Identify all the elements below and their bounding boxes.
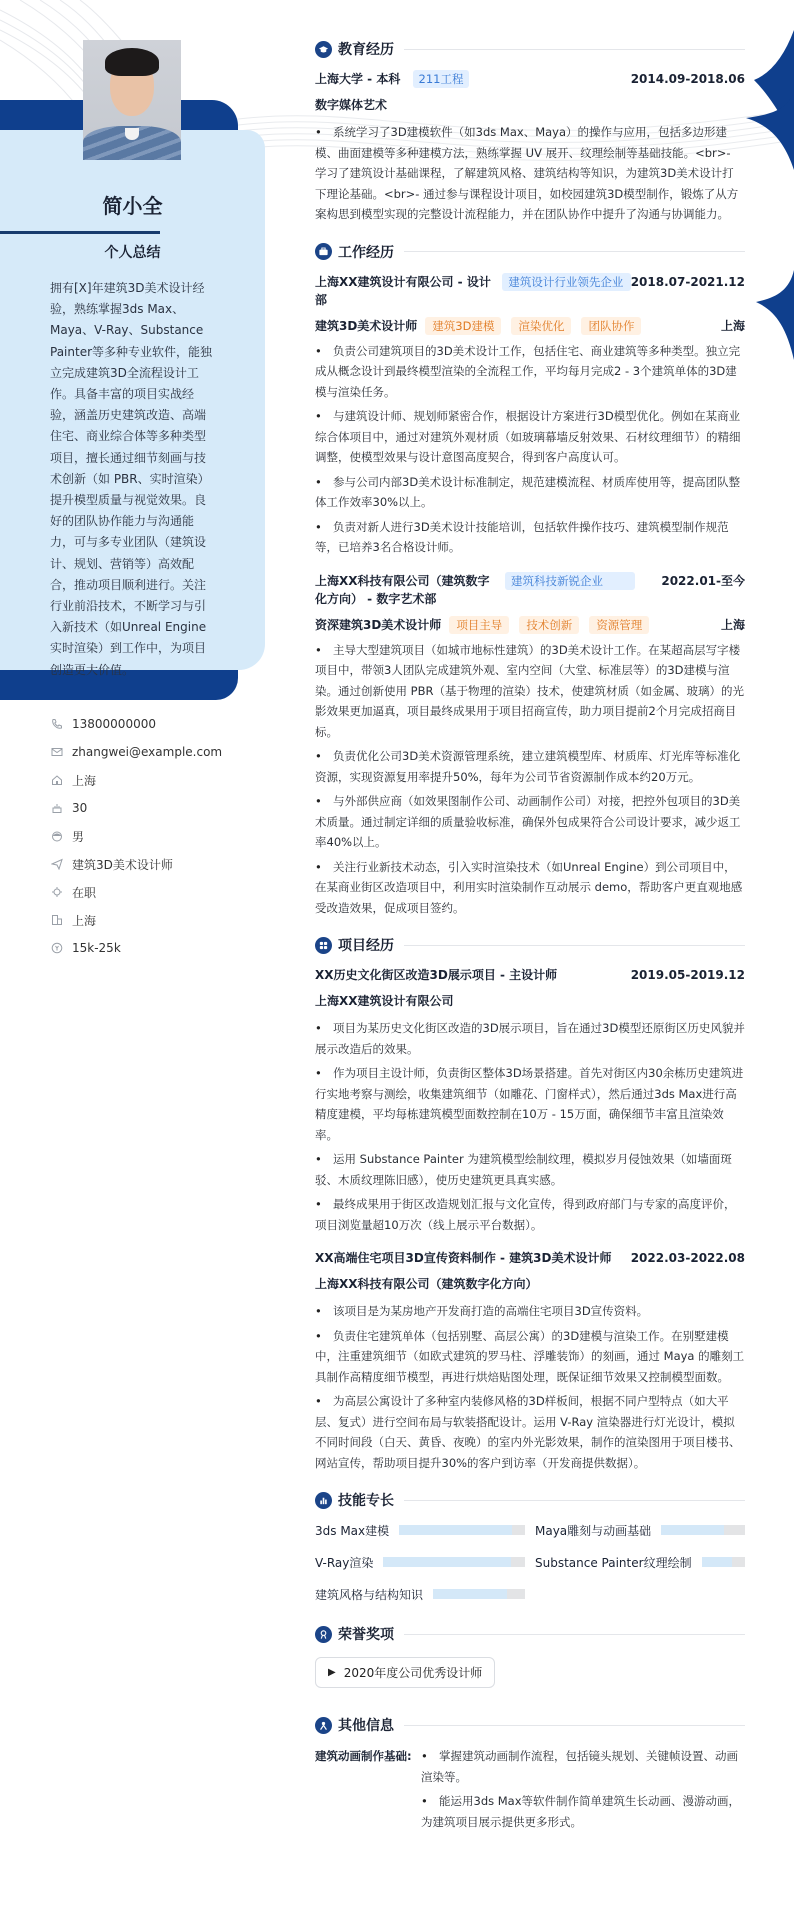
work-bullets bbox=[315, 640, 745, 919]
triangle-right-icon: ▶ bbox=[328, 1667, 336, 1678]
section-title: 工作经历 bbox=[338, 244, 394, 261]
bullet-item: • 负责公司建筑项目的3D美术设计工作，包括住宅、商业建筑等多种类型。独立完成从概念设计到最终模型渲染的全流程工作，平均每月完成2 - 3个建筑单体的3D建模与渲染任务。 bbox=[315, 341, 745, 403]
job-city: 上海 bbox=[720, 319, 745, 333]
skill-tag: 项目主导 bbox=[449, 616, 509, 634]
contact-email bbox=[50, 738, 270, 766]
skill-level-bar bbox=[383, 1557, 525, 1567]
main-content bbox=[315, 36, 745, 1846]
graduation-cap-icon bbox=[315, 41, 332, 58]
bullet-item: • 负责对新人进行3D美术设计技能培训，包括软件操作技巧、建筑模型制作规范等，已培养3名合格设计师。 bbox=[315, 517, 745, 558]
contact-value: 15k-25k bbox=[72, 941, 121, 955]
cake-icon bbox=[50, 801, 64, 815]
job-city: 上海 bbox=[720, 618, 745, 632]
contact-status bbox=[50, 878, 270, 906]
skill-name: Maya雕刻与动画基础 bbox=[535, 1523, 652, 1538]
bullet-item: • 主导大型建筑项目（如城市地标性建筑）的3D美术设计工作。在某超高层写字楼项目中，带领3人团队完成建筑外观、室内空间（大堂、标准层等）的3D建模与渲染。通过创新使用 PBR（基于物理的渲染）技术，使建筑材质（如金属、玻璃）的光影效果更加逼真，项目最终成果用于项目招商宣传，助力项目提前2个月完成招商目标。 bbox=[315, 640, 745, 743]
award-icon bbox=[315, 1626, 332, 1643]
section-title: 其他信息 bbox=[338, 1718, 394, 1734]
bullet-item: • 掌握建筑动画制作流程，包括镜头规划、关键帧设置、动画渲染等。 bbox=[421, 1746, 745, 1787]
bullet-item: • 为高层公寓设计了多种室内装修风格的3D样板间，根据不同户型特点（如大平层、复式）进行空间布局与软装搭配设计。运用 V-Ray 渲染器进行灯光设计，模拟不同时间段（白天、黄昏、夜晚）的室内外光影效果，制作的渲染图用于项目楼书、网站宣传，帮助项目提升30%的客户到访率（开发商提供数据）。 bbox=[315, 1391, 745, 1473]
school-name: 上海大学 - 本科 211工程 bbox=[315, 70, 469, 88]
bullet-item: • 作为项目主设计师，负责街区整体3D场景搭建。首先对街区内30余栋历史建筑进行实地考察与测绘，收集建筑细节（如雕花、门窗样式），然后通过3ds Max进行高精度建模，平均每栋建筑模型面数控制在10万 - 15万面，确保细节丰富且渲染效率。 bbox=[315, 1063, 745, 1145]
candidate-name: 简小全 bbox=[102, 194, 163, 218]
work-date: 2018.07-2021.12 bbox=[630, 274, 745, 289]
skill-tag: 资源管理 bbox=[589, 616, 649, 634]
award-label: 2020年度公司优秀设计师 bbox=[343, 1666, 483, 1680]
other-info-entry bbox=[315, 1746, 745, 1836]
section-divider bbox=[404, 1725, 745, 1726]
education-bullets bbox=[315, 122, 745, 225]
bullet-item: • 该项目是为某房地产开发商打造的高端住宅项目3D宣传资料。 bbox=[315, 1301, 745, 1322]
project-date: 2019.05-2019.12 bbox=[630, 968, 745, 982]
section-divider bbox=[404, 945, 745, 946]
home-icon bbox=[50, 773, 64, 787]
bullet-item: • 能运用3ds Max等软件制作简单建筑生长动画、漫游动画，为建筑项目展示提供更多形式。 bbox=[421, 1791, 745, 1832]
contact-target-city bbox=[50, 906, 270, 934]
skill-item bbox=[535, 1521, 745, 1539]
work-date: 2022.01-至今 bbox=[661, 573, 745, 588]
project-bullets bbox=[315, 1301, 745, 1473]
avatar-photo bbox=[83, 40, 181, 160]
skill-item bbox=[315, 1553, 525, 1571]
contact-value: zhangwei@example.com bbox=[72, 745, 223, 759]
info-person-icon bbox=[315, 1717, 332, 1734]
other-info-label: 建筑动画制作基础: bbox=[315, 1749, 412, 1763]
skill-level-bar bbox=[661, 1525, 745, 1535]
school-tag: 211工程 bbox=[413, 70, 470, 88]
bullet-item: • 最终成果用于街区改造规划汇报与文化宣传，得到政府部门与专家的高度评价，项目浏览量超10万次（线上展示平台数据）。 bbox=[315, 1194, 745, 1235]
skill-level-bar bbox=[702, 1557, 745, 1567]
contact-phone bbox=[50, 710, 270, 738]
bullet-item: • 运用 Substance Painter 为建筑模型绘制纹理，模拟岁月侵蚀效果（如墙面斑驳、木质纹理陈旧感），使历史建筑更具真实感。 bbox=[315, 1149, 745, 1190]
education-section bbox=[315, 36, 745, 225]
project-entry bbox=[315, 1249, 745, 1473]
section-title: 技能专长 bbox=[338, 1493, 394, 1509]
section-header bbox=[315, 1621, 745, 1647]
award-item[interactable] bbox=[315, 1657, 495, 1688]
contact-gender bbox=[50, 822, 270, 850]
education-entry bbox=[315, 70, 745, 225]
skill-item bbox=[315, 1585, 525, 1603]
building-icon bbox=[50, 913, 64, 927]
summary-title: 个人总结 bbox=[104, 245, 161, 261]
salary-icon bbox=[50, 941, 64, 955]
company-name: 上海XX科技有限公司（建筑数字化方向） - 数字艺术部 bbox=[315, 573, 490, 606]
project-bullets bbox=[315, 1018, 745, 1235]
skills-grid bbox=[315, 1521, 745, 1603]
bullet-item: • 参与公司内部3D美术设计标准制定，规范建模流程、材质库使用等，提高团队整体工作效率30%以上。 bbox=[315, 472, 745, 513]
name-divider bbox=[0, 231, 160, 234]
gender-icon bbox=[50, 829, 64, 843]
project-company: 上海XX建筑设计有限公司 bbox=[315, 994, 454, 1008]
skills-section bbox=[315, 1487, 745, 1603]
work-section bbox=[315, 239, 745, 919]
contact-list bbox=[50, 710, 270, 962]
company-name: 上海XX建筑设计有限公司 - 设计部 bbox=[315, 274, 491, 307]
section-header bbox=[315, 1712, 745, 1738]
contact-value: 上海 bbox=[72, 773, 97, 788]
work-entry bbox=[315, 273, 745, 558]
contact-value: 建筑3D美术设计师 bbox=[72, 857, 173, 872]
bullet-item: • 负责住宅建筑单体（包括别墅、高层公寓）的3D建模与渲染工作。在别墅建模中，注重建筑细节（如欧式建筑的罗马柱、浮雕装饰）的刻画，通过 Maya 的雕刻工具制作高精度细节模型，再进行烘焙贴图处理，既保证细节效果又控制模型面数。 bbox=[315, 1326, 745, 1388]
skill-name: 建筑风格与结构知识 bbox=[315, 1587, 424, 1602]
bullet-item: • 负责优化公司3D美术资源管理系统，建立建筑模型库、材质库、灯光库等标准化资源，实现资源复用率提升50%，每年为公司节省资源制作成本约20万元。 bbox=[315, 746, 745, 787]
contact-value: 30 bbox=[72, 801, 88, 815]
education-date: 2014.09-2018.06 bbox=[630, 72, 745, 86]
bullet-item: • 系统学习了3D建模软件（如3ds Max、Maya）的操作与应用，包括多边形建模、曲面建模等多种建模方法，熟练掌握 UV 展开、纹理绘制等基础技能。<br>- 学习了建筑设计基础课程，了解建筑风格、建筑结构等知识，为建筑3D美术设计打下理论基础。<br>- 通过参与课程设计项目，如校园建筑3D模型制作，锻炼了从方案构思到模型实现的完整设计流程能力，并在团队协作中提升了沟通与协调能力。 bbox=[315, 122, 745, 225]
grid-icon bbox=[315, 937, 332, 954]
contact-value: 13800000000 bbox=[72, 717, 156, 731]
summary-text: 拥有[X]年建筑3D美术设计经验，熟练掌握3ds Max、Maya、V-Ray、Substance Painter等多种专业软件，能独立完成建筑3D全流程设计工作。具备丰富的项目实战经验，涵盖历史建筑改造、高端住宅、商业综合体等多种类型项目，擅长通过细节刻画与技术创新（如 PBR、实时渲染）提升模型质量与视觉效果。良好的团队协作能力与沟通能力，可与多专业团队（建筑设计、规划、营销等）高效配合，推动项目顺利进行。关注行业前沿技术，不断学习与引入新技术（如Unreal Engine实时渲染）到工作中，为项目创造更大价值。 bbox=[50, 281, 213, 677]
work-bullets bbox=[315, 341, 745, 558]
skill-name: Substance Painter纹理绘制 bbox=[535, 1555, 692, 1570]
skill-name: V-Ray渲染 bbox=[315, 1555, 374, 1570]
section-title: 教育经历 bbox=[338, 42, 394, 58]
project-date: 2022.03-2022.08 bbox=[630, 1251, 745, 1265]
contact-salary bbox=[50, 934, 270, 962]
section-divider bbox=[404, 49, 745, 50]
contact-value: 男 bbox=[72, 829, 85, 844]
projects-section bbox=[315, 932, 745, 1473]
skill-level-bar bbox=[399, 1525, 525, 1535]
other-section bbox=[315, 1712, 745, 1836]
contact-position bbox=[50, 850, 270, 878]
bullet-item: • 项目为某历史文化街区改造的3D展示项目，旨在通过3D模型还原街区历史风貌并展示改造后的效果。 bbox=[315, 1018, 745, 1059]
bar-chart-icon bbox=[315, 1492, 332, 1509]
job-role: 建筑3D美术设计师 bbox=[315, 318, 418, 333]
other-info-bullets bbox=[421, 1746, 745, 1836]
section-divider bbox=[404, 1634, 745, 1635]
contact-home bbox=[50, 766, 270, 794]
section-divider bbox=[404, 251, 745, 252]
skill-tag: 技术创新 bbox=[519, 616, 579, 634]
company-tag: 建筑设计行业领先企业 bbox=[502, 273, 630, 291]
mail-icon bbox=[50, 745, 64, 759]
project-name: XX历史文化街区改造3D展示项目 - 主设计师 bbox=[315, 968, 558, 982]
work-entry bbox=[315, 572, 745, 919]
section-header bbox=[315, 1487, 745, 1513]
job-role: 资深建筑3D美术设计师 bbox=[315, 617, 442, 632]
awards-section bbox=[315, 1621, 745, 1702]
send-icon bbox=[50, 857, 64, 871]
section-header bbox=[315, 932, 745, 958]
skill-tag: 建筑3D建模 bbox=[425, 317, 501, 335]
contact-value: 上海 bbox=[72, 913, 97, 928]
skill-item bbox=[535, 1553, 745, 1571]
section-title: 项目经历 bbox=[338, 938, 394, 954]
section-header bbox=[315, 36, 745, 62]
skill-name: 3ds Max建模 bbox=[315, 1523, 390, 1538]
bullet-item: • 与外部供应商（如效果图制作公司、动画制作公司）对接，把控外包项目的3D美术质量。通过制定详细的质量验收标准，确保外包成果符合公司设计要求，减少返工率40%以上。 bbox=[315, 791, 745, 853]
company-tag: 建筑科技新锐企业 bbox=[505, 572, 635, 590]
bullet-item: • 关注行业新技术动态，引入实时渲染技术（如Unreal Engine）到公司项目中，在某商业街区改造项目中，利用实时渲染制作互动展示 demo，帮助客户更直观地感受改造效果，促成项目签约。 bbox=[315, 857, 745, 919]
section-divider bbox=[404, 1500, 745, 1501]
project-entry bbox=[315, 966, 745, 1235]
status-icon bbox=[50, 885, 64, 899]
skill-tag: 渲染优化 bbox=[511, 317, 571, 335]
project-name: XX高端住宅项目3D宣传资料制作 - 建筑3D美术设计师 bbox=[315, 1251, 612, 1265]
bullet-item: • 与建筑设计师、规划师紧密合作，根据设计方案进行3D模型优化。例如在某商业综合体项目中，通过对建筑外观材质（如玻璃幕墙反射效果、石材纹理细节）的精细调整，使模型效果与设计意图高度契合，得到客户高度认可。 bbox=[315, 406, 745, 468]
section-header bbox=[315, 239, 745, 265]
briefcase-icon bbox=[315, 243, 332, 260]
skill-item bbox=[315, 1521, 525, 1539]
phone-icon bbox=[50, 717, 64, 731]
contact-age bbox=[50, 794, 270, 822]
major: 数字媒体艺术 bbox=[315, 98, 388, 112]
skill-tag: 团队协作 bbox=[581, 317, 641, 335]
project-company: 上海XX科技有限公司（建筑数字化方向） bbox=[315, 1277, 538, 1291]
section-title: 荣誉奖项 bbox=[338, 1627, 394, 1643]
contact-value: 在职 bbox=[72, 885, 97, 900]
skill-level-bar bbox=[433, 1589, 525, 1599]
